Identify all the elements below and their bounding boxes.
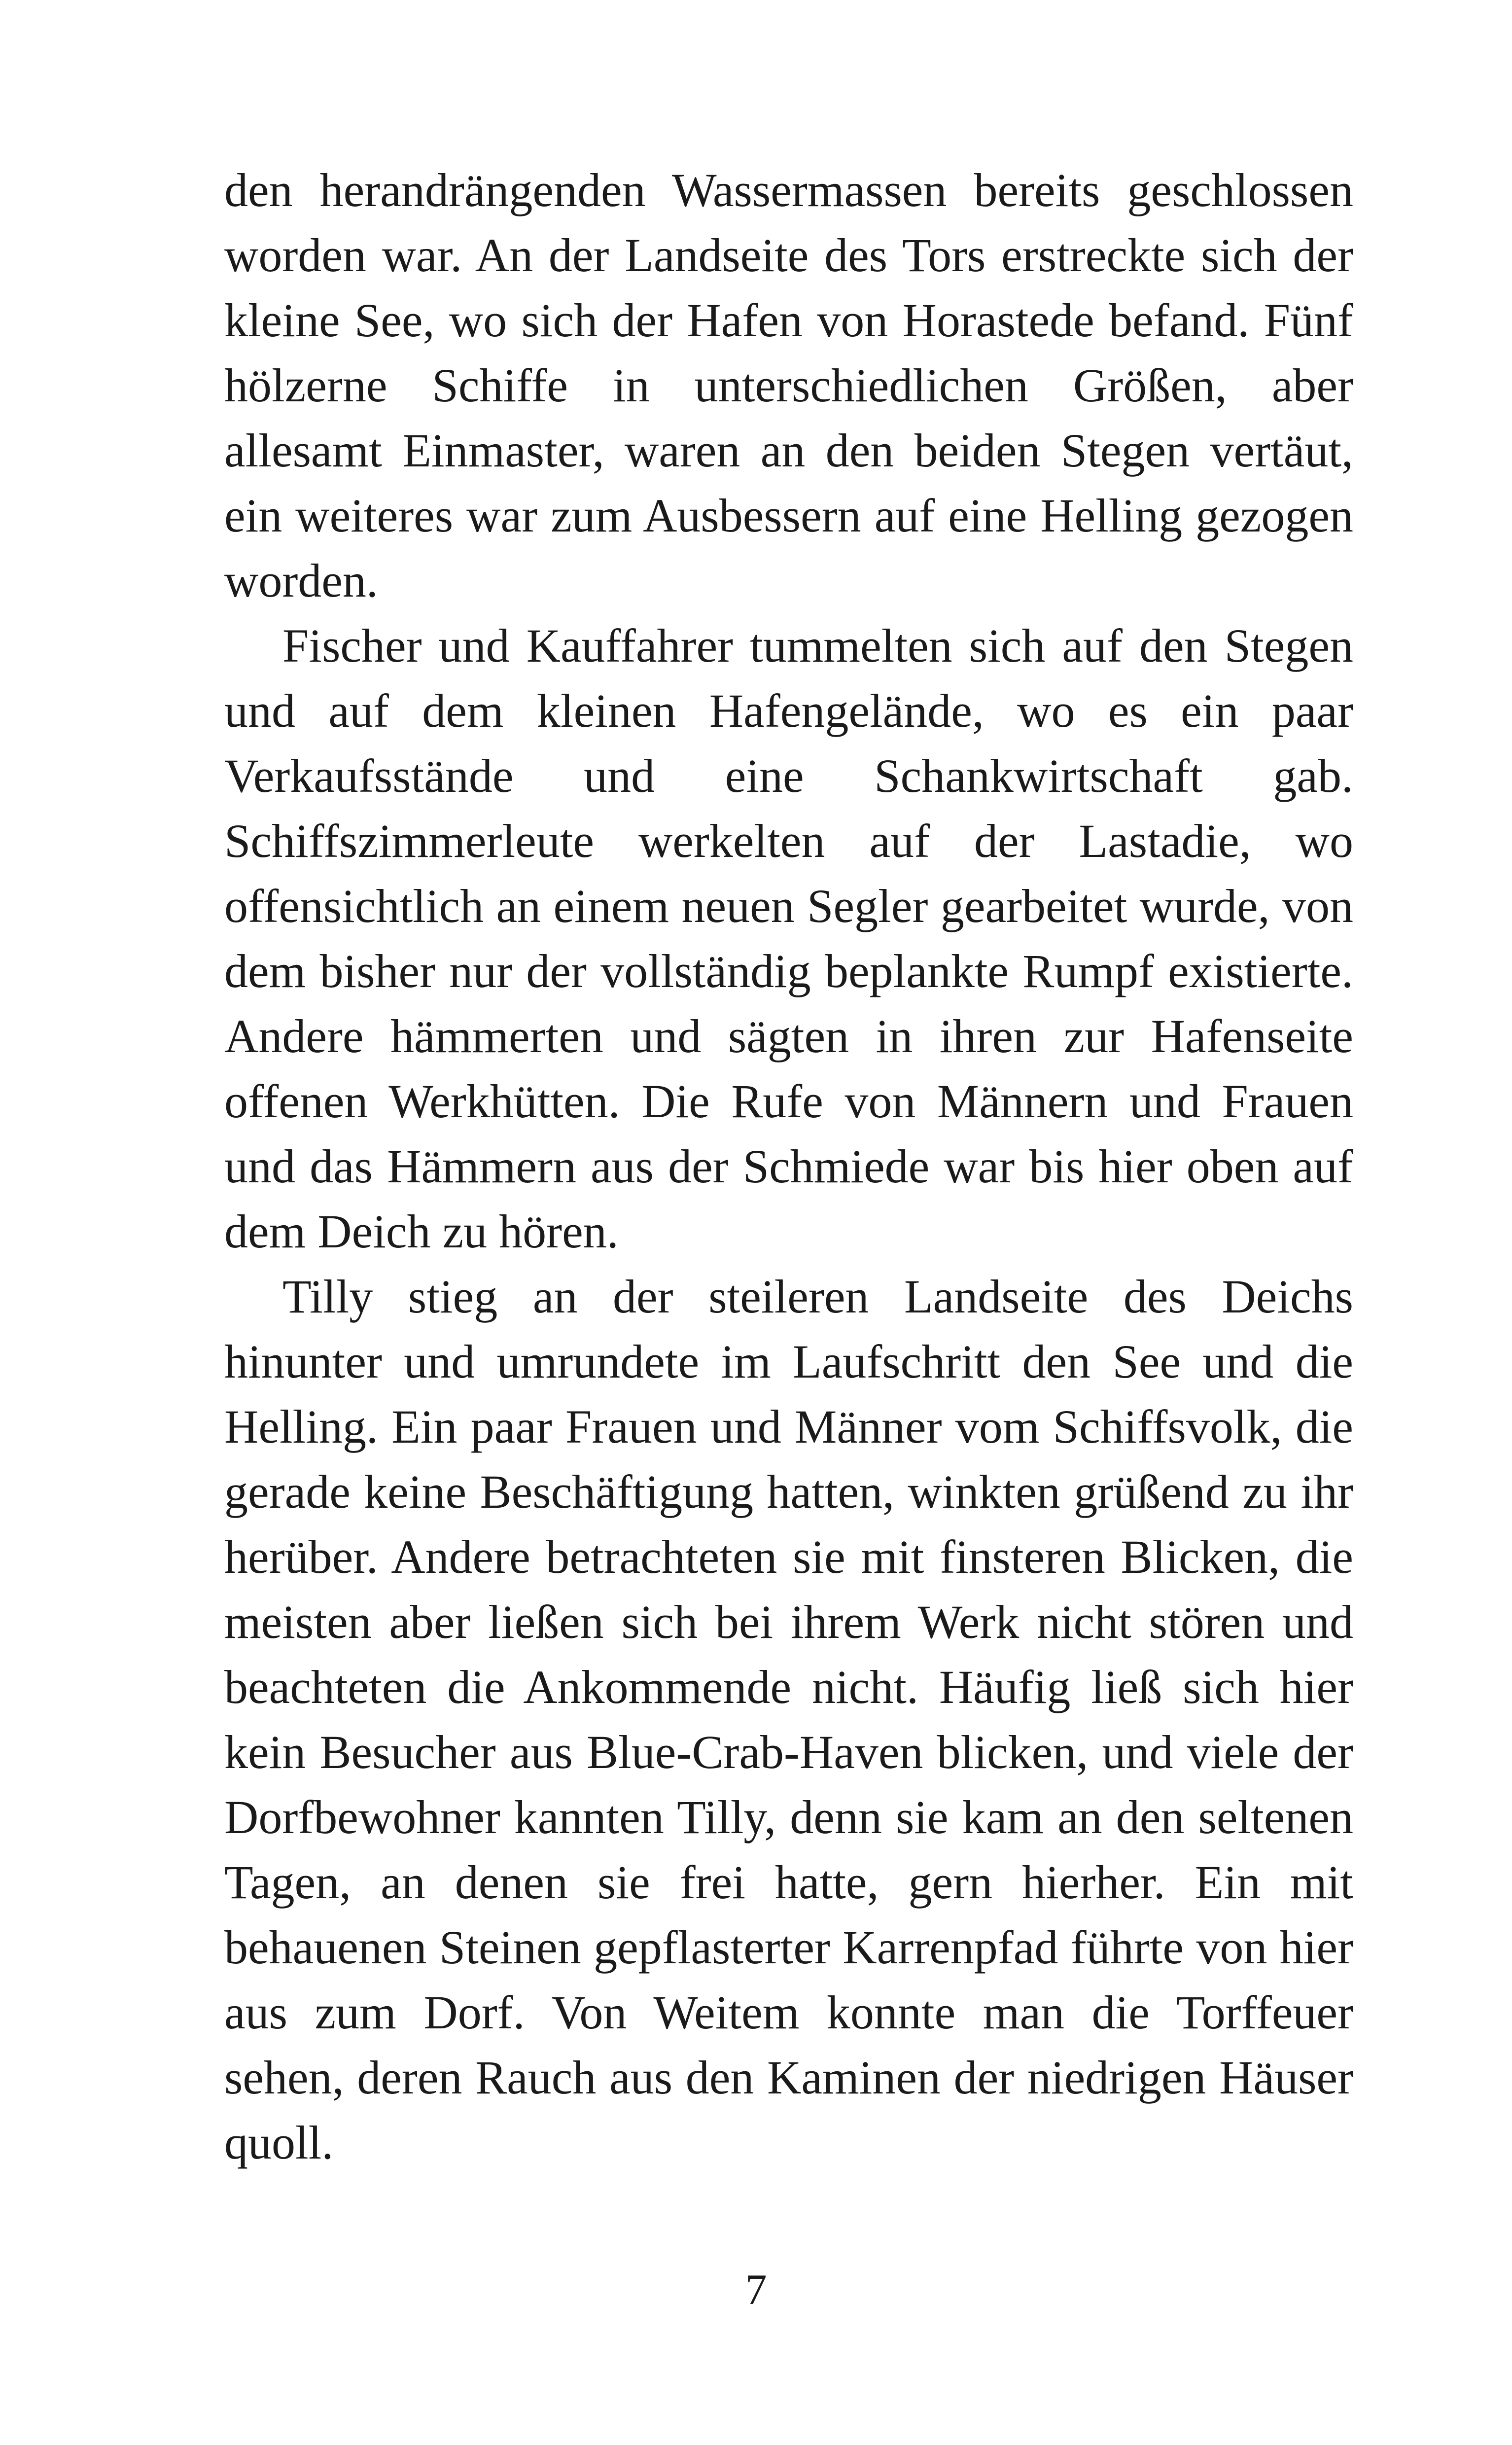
page-number: 7	[745, 2266, 767, 2314]
paragraph-harbor-activity: Fischer und Kauffahrer tummelten sich auf den Stegen und auf dem kleinen Hafengelände, wo es ein paar Verkaufsstände und eine Schankwirtschaft gab. Schiffszimmerleute werkelten auf der Lastadie, wo offensichtlich an einem neuen Segler gearbeitet wurde, von dem bisher nur der vollständig beplankte Rumpf existierte. Andere hämmerten und sägten in ihren zur Hafenseite offenen Werkhütten. Die Rufe von Männern und Frauen und das Hämmern aus der Schmiede war bis hier oben auf dem Deich zu hören.	[224, 619, 1353, 1258]
paragraph-continuation: den herandrängenden Wassermassen bereits geschlossen worden war. An der Landseite des Tors erstreckte sich der kleine See, wo sich der Hafen von Horastede befand. Fünf hölzerne Schiffe in unterschiedlichen Größen, aber allesamt Einmaster, waren an den beiden Stegen vertäut, ein weiteres war zum Ausbessern auf eine Helling gezogen worden.	[224, 164, 1353, 607]
body-text	[224, 158, 1353, 2175]
paragraph-tilly-descends: Tilly stieg an der steileren Landseite des Deichs hinunter und umrundete im Laufschritt den See und die Helling. Ein paar Frauen und Männer vom Schiffsvolk, die gerade keine Beschäftigung hatten, winkten grüßend zu ihr herüber. Andere betrachteten sie mit finsteren Blicken, die meisten aber ließen sich bei ihrem Werk nicht stören und beachteten die Ankommende nicht. Häufig ließ sich hier kein Besucher aus Blue-Crab-Haven blicken, und viele der Dorfbewohner kannten Tilly, denn sie kam an den seltenen Tagen, an denen sie frei hatte, gern hierher. Ein mit behauenen Steinen gepflasterter Karrenpfad führte von hier aus zum Dorf. Von Weitem konnte man die Torffeuer sehen, deren Rauch aus den Kaminen der niedrigen Häuser quoll.	[224, 1270, 1353, 2169]
